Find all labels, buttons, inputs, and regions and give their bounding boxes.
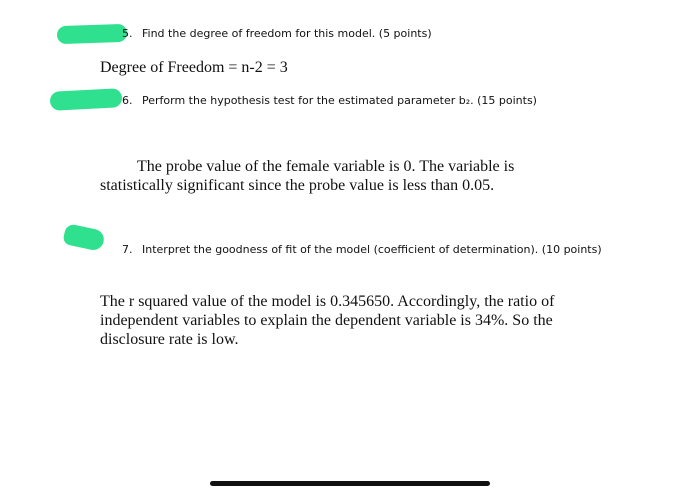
question-6-text: Perform the hypothesis test for the estimated parameter b₂. (15 points)	[142, 94, 537, 107]
answer-7-line-1: The r squared value of the model is 0.345650. Accordingly, the ratio of	[100, 293, 555, 310]
question-6-number: 6.	[122, 94, 133, 107]
answer-6-line-2: statistically significant since the probe value is less than 0.05.	[100, 177, 495, 194]
question-7-text: Interpret the goodness of fit of the model (coefficient of determination). (10 points)	[142, 243, 602, 256]
answer-6	[100, 157, 514, 195]
highlighter-mark-q7	[62, 223, 105, 252]
question-5-number: 5.	[122, 27, 133, 40]
home-indicator-bar[interactable]	[210, 481, 490, 486]
highlighter-mark-q5	[57, 24, 128, 44]
question-6	[122, 94, 537, 107]
question-7-number: 7.	[122, 243, 133, 256]
highlighter-mark-q6	[50, 88, 123, 111]
question-5	[122, 27, 432, 40]
answer-6-line-1: The probe value of the female variable is 0. The variable is	[137, 158, 515, 175]
answer-5: Degree of Freedom = n-2 = 3	[100, 59, 288, 76]
question-5-text: Find the degree of freedom for this model. (5 points)	[142, 27, 432, 40]
answer-7-line-2: independent variables to explain the dependent variable is 34%. So the	[100, 312, 553, 329]
answer-7	[100, 292, 554, 349]
question-7	[122, 243, 602, 256]
answer-7-line-3: disclosure rate is low.	[100, 331, 239, 348]
